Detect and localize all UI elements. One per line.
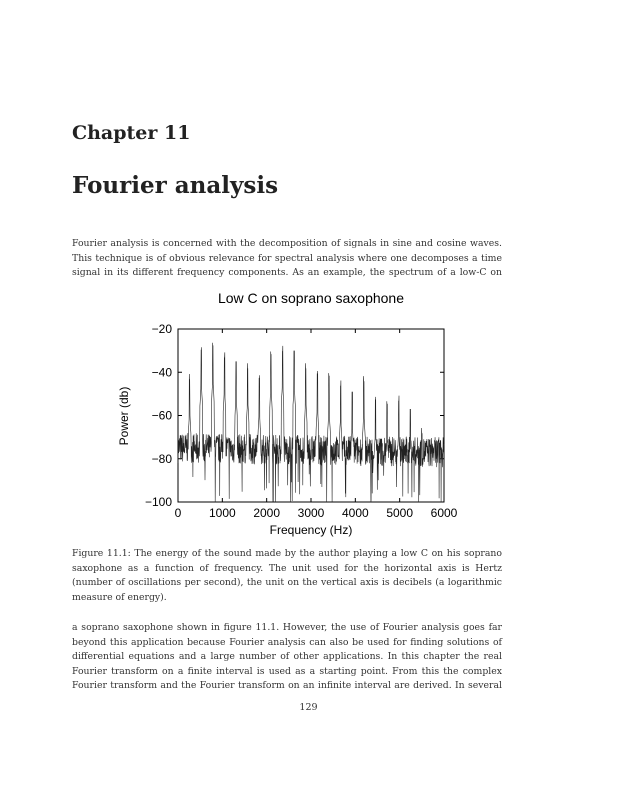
x-tick-label: 2000 (253, 506, 281, 520)
spectrum-figure (100, 285, 470, 545)
x-tick-label: 0 (174, 506, 182, 520)
chapter-label: Chapter 11 (72, 122, 191, 144)
plot-frame (178, 329, 444, 502)
x-tick-label: 1000 (208, 506, 236, 520)
text-line: Fourier transform on a finite interval is used as a starting point. From this the complex (72, 665, 502, 677)
page-number: 129 (299, 702, 318, 713)
y-axis-label: Power (db) (117, 386, 131, 446)
text-line: signal in its different frequency components. As an example, the spectrum of a low-C on (72, 267, 502, 278)
y-tick-label: −80 (151, 451, 172, 466)
text-line: a soprano saxophone shown in figure 11.1. However, the use of Fourier analysis goes far (72, 622, 502, 633)
x-axis-label: Frequency (Hz) (269, 523, 353, 537)
figure-caption (72, 547, 502, 605)
spectrum-series (178, 343, 444, 502)
y-tick-label: −40 (151, 365, 172, 380)
text-line: differential equations and a large number of other applications. In this chapter the real (72, 651, 502, 662)
x-tick-label: 3000 (297, 506, 325, 520)
y-tick-label: −60 (151, 408, 172, 423)
text-line: Figure 11.1: The energy of the sound made by the author playing a low C on his soprano (72, 548, 502, 559)
y-tick-label: −100 (144, 495, 172, 509)
text-line: measure of energy). (72, 591, 167, 603)
spectrum-line (178, 343, 444, 502)
continuation-paragraph (72, 621, 502, 694)
x-tick-label: 4000 (341, 506, 369, 520)
chart-title: Low C on soprano saxophone (217, 290, 405, 306)
intro-paragraph (72, 237, 502, 281)
x-tick-label: 5000 (386, 506, 414, 520)
spectrum-chart (100, 285, 470, 545)
y-tick-label: −20 (151, 322, 172, 336)
x-tick-label: 6000 (430, 506, 458, 520)
text-line: Fourier analysis is concerned with the decomposition of signals in sine and cosine waves. (72, 238, 502, 249)
text-line: beyond this application because Fourier analysis can also be used for finding solutions of (72, 636, 502, 648)
chapter-title: Fourier analysis (72, 172, 279, 199)
text-line: (number of oscillations per second), the unit on the vertical axis is decibels (a logarithmic (72, 577, 502, 588)
text-line: saxophone as a function of frequency. The unit used for the horizontal axis is Hertz (72, 562, 502, 574)
text-line: Fourier transform and the Fourier transform on an infinite interval are derived. In several (72, 680, 502, 691)
text-line: This technique is of obvious relevance for spectral analysis where one decomposes a time (72, 252, 502, 264)
